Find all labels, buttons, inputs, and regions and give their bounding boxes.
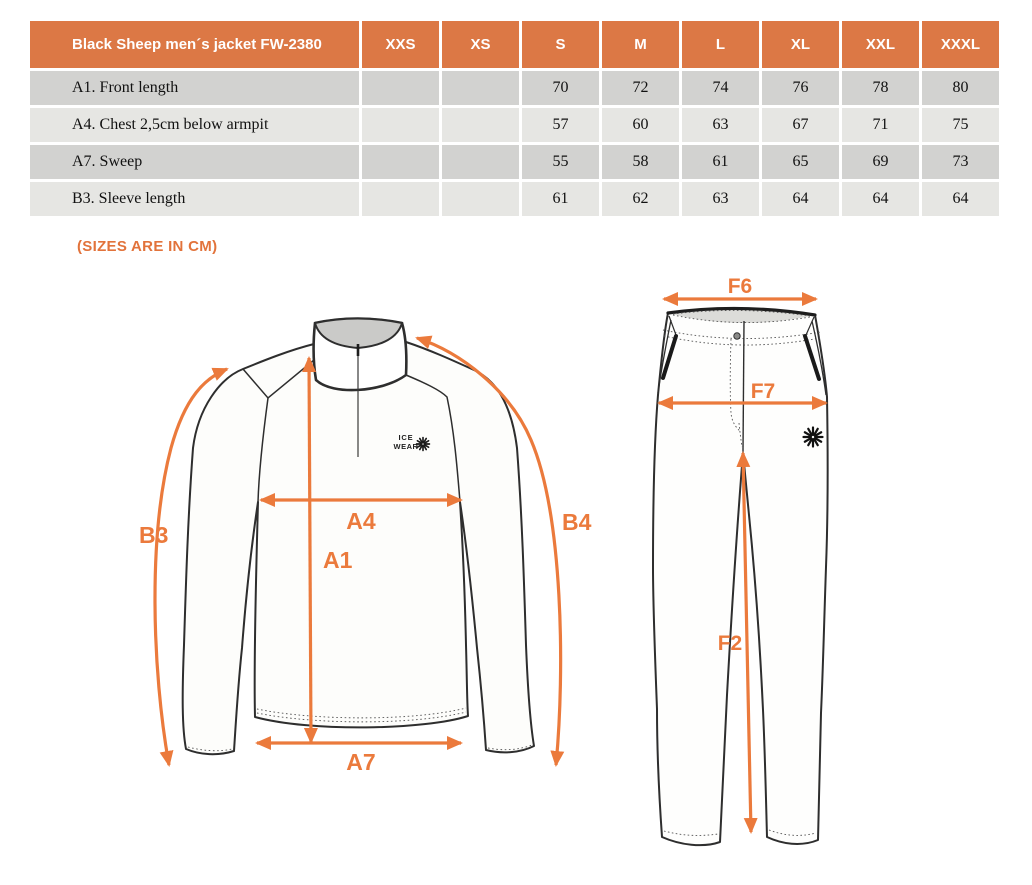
- cell-value: 73: [922, 145, 999, 179]
- jacket-diagram: [95, 280, 615, 805]
- cell-value: 69: [842, 145, 919, 179]
- cell-value: 76: [762, 71, 839, 105]
- row-label: A7. Sweep: [30, 145, 359, 179]
- f6-label: F6: [727, 275, 753, 298]
- sizes-note: (SIZES ARE IN CM): [77, 238, 218, 255]
- size-column-s: S: [522, 21, 599, 68]
- cell-value: 61: [522, 182, 599, 216]
- cell-value: 63: [682, 108, 759, 142]
- a4-label: A4: [346, 508, 376, 534]
- cell-value: 70: [522, 71, 599, 105]
- cell-value: 58: [602, 145, 679, 179]
- cell-value: 62: [602, 182, 679, 216]
- table-row: [30, 108, 999, 142]
- pants-diagram: [630, 275, 880, 870]
- cell-value: [362, 145, 439, 179]
- cell-value: [442, 145, 519, 179]
- cell-value: [362, 182, 439, 216]
- b3-label: B3: [139, 522, 169, 548]
- cell-value: 74: [682, 71, 759, 105]
- size-column-m: M: [602, 21, 679, 68]
- size-table-header-row: [30, 21, 999, 68]
- cell-value: 71: [842, 108, 919, 142]
- size-column-xxxl: XXXL: [922, 21, 999, 68]
- cell-value: 60: [602, 108, 679, 142]
- size-column-xs: XS: [442, 21, 519, 68]
- cell-value: 72: [602, 71, 679, 105]
- cell-value: [442, 71, 519, 105]
- cell-value: 65: [762, 145, 839, 179]
- row-label: B3. Sleeve length: [30, 182, 359, 216]
- cell-value: 80: [922, 71, 999, 105]
- size-column-xl: XL: [762, 21, 839, 68]
- a1-label: A1: [323, 547, 353, 573]
- cell-value: [362, 71, 439, 105]
- b4-label: B4: [562, 509, 592, 535]
- cell-value: 64: [922, 182, 999, 216]
- cell-value: [362, 108, 439, 142]
- table-row: [30, 182, 999, 216]
- cell-value: [442, 108, 519, 142]
- cell-value: 57: [522, 108, 599, 142]
- logo-text-ice: ICE: [398, 433, 414, 442]
- table-title: Black Sheep men´s jacket FW-2380: [30, 21, 359, 68]
- size-column-l: L: [682, 21, 759, 68]
- size-column-xxl: XXL: [842, 21, 919, 68]
- size-column-xxs: XXS: [362, 21, 439, 68]
- a1-arrow: [309, 358, 311, 742]
- size-table: [27, 18, 1002, 219]
- cell-value: 55: [522, 145, 599, 179]
- logo-text-wear: WEAR: [393, 442, 419, 451]
- cell-value: 75: [922, 108, 999, 142]
- f7-label: F7: [750, 380, 776, 403]
- f2-label: F2: [717, 632, 743, 655]
- row-label: A1. Front length: [30, 71, 359, 105]
- center-front-seam: [743, 321, 744, 452]
- table-row: [30, 145, 999, 179]
- cell-value: 67: [762, 108, 839, 142]
- table-row: [30, 71, 999, 105]
- a7-label: A7: [346, 749, 376, 775]
- waist-button: [734, 333, 740, 339]
- pants-outline: [653, 308, 828, 845]
- row-label: A4. Chest 2,5cm below armpit: [30, 108, 359, 142]
- cell-value: 78: [842, 71, 919, 105]
- cell-value: 64: [842, 182, 919, 216]
- cell-value: 63: [682, 182, 759, 216]
- cell-value: 61: [682, 145, 759, 179]
- cell-value: 64: [762, 182, 839, 216]
- cell-value: [442, 182, 519, 216]
